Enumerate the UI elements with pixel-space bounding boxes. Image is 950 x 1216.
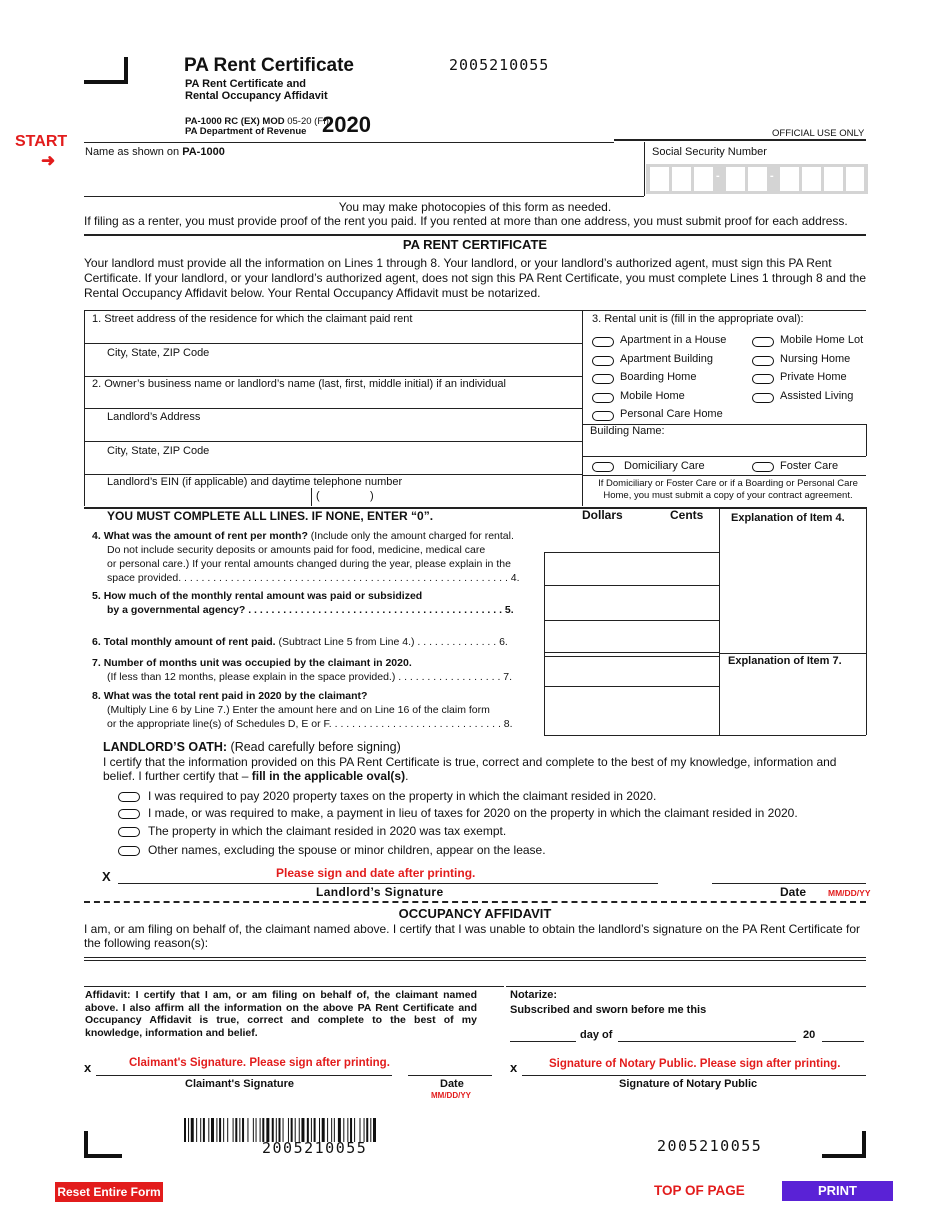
phone-paren-close: ) bbox=[370, 490, 374, 502]
barcode-bar bbox=[200, 1118, 201, 1142]
oath-bottom-rule bbox=[84, 901, 866, 903]
claimant-signature-input[interactable] bbox=[96, 1057, 392, 1074]
affidavit-reason-rule-1 bbox=[84, 957, 866, 958]
rent-certificate-title: PA RENT CERTIFICATE bbox=[402, 237, 548, 252]
oval-icon[interactable] bbox=[752, 462, 774, 472]
must-complete-note: YOU MUST COMPLETE ALL LINES. IF NONE, ENTER “0”. bbox=[107, 509, 434, 523]
oval-icon[interactable] bbox=[752, 374, 774, 384]
ssn-digit-2[interactable] bbox=[672, 167, 691, 191]
notary-sign-note: Signature of Notary Public. Please sign after printing. bbox=[549, 1058, 841, 1070]
barcode-bar bbox=[211, 1118, 214, 1142]
form-title: PA Rent Certificate bbox=[184, 55, 354, 76]
ssn-field-divider bbox=[644, 142, 645, 196]
rental-option-domiciliary[interactable]: Domiciliary Care bbox=[592, 460, 742, 474]
explanation-right-border bbox=[866, 507, 867, 735]
oval-icon[interactable] bbox=[752, 356, 774, 366]
claimant-date-label: Date bbox=[440, 1078, 464, 1090]
lines-top-rule bbox=[84, 310, 866, 311]
notary-signature-label: Signature of Notary Public bbox=[619, 1078, 758, 1090]
explanation7-input[interactable] bbox=[721, 670, 864, 733]
tax-year: 2020 bbox=[322, 112, 371, 137]
line5-amount-input[interactable] bbox=[546, 587, 718, 619]
doc-number-top: 2005210055 bbox=[449, 56, 550, 74]
line6-rule bbox=[544, 652, 719, 653]
ssn-dash-2: - bbox=[770, 170, 774, 182]
claimant-date-format: MM/DD/YY bbox=[431, 1091, 471, 1100]
barcode-bar bbox=[247, 1118, 248, 1142]
month-input[interactable] bbox=[618, 1028, 796, 1041]
notary-x-mark: x bbox=[510, 1060, 518, 1075]
corner-mark-top-left bbox=[84, 57, 128, 84]
proof-note: If filing as a renter, you must provide proof of the rent you paid. If you rented at more than one address, you must submit proof for each address. bbox=[84, 214, 848, 228]
ssn-digit-4[interactable] bbox=[726, 167, 745, 191]
rental-option-foster-care[interactable]: Foster Care bbox=[752, 460, 862, 474]
amount-header-rule bbox=[544, 552, 719, 553]
city2-label: City, State, ZIP Code bbox=[107, 445, 210, 457]
ssn-digit-3[interactable] bbox=[694, 167, 713, 191]
city1-input[interactable] bbox=[86, 360, 580, 375]
start-arrow-icon: ➜ bbox=[41, 151, 56, 170]
ssn-digit-8[interactable] bbox=[824, 167, 843, 191]
line1-rule bbox=[84, 343, 582, 344]
barcode-number: 2005210055 bbox=[262, 1139, 368, 1157]
barcode-bar bbox=[208, 1118, 209, 1142]
ssn-digit-7[interactable] bbox=[802, 167, 821, 191]
oval-icon[interactable] bbox=[118, 809, 140, 819]
line6-text: 6. Total monthly amount of rent paid. (Subtract Line 5 from Line 4.) . . . . . . . . . . . . . . 6. bbox=[92, 636, 508, 648]
doc-number-bottom: 2005210055 bbox=[657, 1137, 763, 1155]
ein-phone-divider bbox=[311, 488, 312, 506]
dollars-header: Dollars bbox=[582, 508, 623, 522]
oval-icon[interactable] bbox=[118, 792, 140, 802]
middle-divider bbox=[582, 310, 583, 506]
landlord-address-input[interactable] bbox=[86, 424, 580, 440]
line4-rule bbox=[544, 585, 719, 586]
year-prefix-label: 20 bbox=[803, 1029, 816, 1041]
landlord-signature-line bbox=[118, 883, 658, 884]
line4-text: 4. What was the amount of rent per month? (Include only the amount charged for rental. Do not include security deposits or amounts paid for food, medicine, medical care or personal care.) If your rental amounts changed during the year, please explain in the space provided. . . . . . . . . . . . . . . . . . . . . . . . . . . . . . . . . . . . . . . . . . . . . . . . . . . . . . . . . 4. bbox=[92, 530, 520, 584]
notary-signature-input[interactable] bbox=[522, 1057, 866, 1074]
affidavit-certification: Affidavit: I certify that I am, or am filing on behalf of, the claimant named above. I also affirm all the information on the above PA Rent Certificate and Occupancy Affidavit is true, correct and complete to the best of my knowledge, information and belief. bbox=[85, 989, 477, 1039]
ein-input[interactable] bbox=[86, 489, 310, 504]
barcode-bar bbox=[184, 1118, 186, 1142]
city2-rule bbox=[84, 474, 582, 475]
landlord-sign-note: Please sign and date after printing. bbox=[276, 866, 476, 880]
line5-text: 5. How much of the monthly rental amount was paid or subsidized by a governmental agency? . . . . . . . . . . . . . . . . . . . . . . . . . . . . . . . . . . . . . . . . . . . . 5. bbox=[92, 590, 514, 616]
oath-title: LANDLORD’S OATH: (Read carefully before signing) bbox=[103, 740, 401, 754]
year-line bbox=[822, 1041, 864, 1042]
affidavit-title: OCCUPANCY AFFIDAVIT bbox=[398, 906, 552, 921]
sworn-label: Subscribed and sworn before me this bbox=[510, 1004, 707, 1016]
claimant-sign-note: Claimant's Signature. Please sign after printing. bbox=[129, 1057, 390, 1069]
barcode-bar bbox=[239, 1118, 240, 1142]
barcode-bar bbox=[219, 1118, 221, 1142]
explanation-left-border bbox=[719, 507, 720, 735]
explanation7-label: Explanation of Item 7. bbox=[728, 655, 842, 667]
landlord-date-input[interactable] bbox=[712, 866, 866, 882]
line8-text: 8. What was the total rent paid in 2020 by the claimant? (Multiply Line 6 by Line 7.) Enter the amount here and on Line 16 of the claim form or the appropriate line(s) of Schedules D, E or F. . . . . . . . . . . . . . . . . . . . . . . . . . . . . . 8. bbox=[92, 690, 513, 730]
oval-icon[interactable] bbox=[592, 337, 614, 347]
rental-unit-title: 3. Rental unit is (fill in the appropriate oval): bbox=[592, 313, 804, 325]
oval-icon[interactable] bbox=[592, 393, 614, 403]
line6-rule-b bbox=[544, 656, 719, 657]
ein-label: Landlord’s EIN (if applicable) and daytime telephone number bbox=[107, 476, 403, 488]
claimant-signature-label: Claimant's Signature bbox=[185, 1078, 294, 1090]
barcode-bar bbox=[203, 1118, 205, 1142]
day-input[interactable] bbox=[510, 1028, 576, 1041]
landlord-address-rule bbox=[84, 441, 582, 442]
barcode-bar bbox=[370, 1118, 371, 1142]
month-line bbox=[618, 1041, 796, 1042]
claimant-date-input[interactable] bbox=[408, 1057, 492, 1074]
name-field-bottom-rule bbox=[84, 196, 644, 197]
line2-rule bbox=[84, 408, 582, 409]
oval-icon[interactable] bbox=[592, 462, 614, 472]
form-code-date: 05-20 (FI) bbox=[287, 116, 329, 127]
barcode-bar bbox=[188, 1118, 189, 1142]
barcode-bar bbox=[373, 1118, 376, 1142]
building-name-input[interactable] bbox=[584, 438, 864, 454]
barcode-bar bbox=[256, 1118, 257, 1142]
line1-label: 1. Street address of the residence for which the claimant paid rent bbox=[92, 313, 413, 325]
landlord-x-mark: X bbox=[102, 869, 111, 884]
city1-label: City, State, ZIP Code bbox=[107, 347, 210, 359]
year-input[interactable] bbox=[822, 1028, 864, 1041]
notary-top-rule bbox=[506, 986, 866, 987]
barcode-bar bbox=[227, 1118, 228, 1142]
form-subtitle-1: PA Rent Certificate and bbox=[185, 78, 307, 90]
contract-note: If Domiciliary or Foster Care or if a Boarding or Personal Care Home, you must submit a copy of your contract agreement. bbox=[598, 478, 858, 501]
barcode-bar bbox=[196, 1118, 197, 1142]
affidavit-text: I am, or am filing on behalf of, the claimant named above. I certify that I was unable to obtain the landlord’s signature on the PA Rent Certificate for the following reason(s): bbox=[84, 922, 860, 950]
care-rule bbox=[582, 475, 866, 476]
landlord-date-label: Date bbox=[780, 885, 807, 899]
form-subtitle-2: Rental Occupancy Affidavit bbox=[185, 90, 328, 102]
day-of-label: day of bbox=[580, 1029, 613, 1041]
phone-input[interactable] bbox=[313, 489, 579, 504]
affidavit-reason-rule-2 bbox=[84, 960, 866, 961]
oval-icon[interactable] bbox=[752, 393, 774, 403]
top-rule-right bbox=[614, 139, 866, 141]
line6-amount-input[interactable] bbox=[546, 622, 718, 651]
landlord-address-label: Landlord’s Address bbox=[107, 411, 201, 423]
barcode-bar bbox=[216, 1118, 217, 1142]
official-use-label: OFFICIAL USE ONLY bbox=[772, 128, 865, 139]
landlord-signature-input[interactable] bbox=[118, 866, 658, 882]
print-button[interactable]: PRINT bbox=[782, 1181, 893, 1201]
building-name-bottom-rule bbox=[582, 456, 866, 457]
phone-paren-open: ( bbox=[316, 490, 320, 502]
ssn-digit-1[interactable] bbox=[650, 167, 669, 191]
building-name-label: Building Name: bbox=[590, 425, 665, 437]
oval-icon[interactable] bbox=[118, 827, 140, 837]
oval-icon[interactable] bbox=[592, 411, 614, 421]
section-rule-1 bbox=[84, 234, 866, 236]
oval-icon[interactable] bbox=[752, 337, 774, 347]
city2-input[interactable] bbox=[86, 458, 580, 473]
day-line bbox=[510, 1041, 576, 1042]
claimant-signature-line bbox=[96, 1075, 392, 1076]
claimant-x-mark: x bbox=[84, 1060, 92, 1075]
barcode-bar bbox=[191, 1118, 194, 1142]
line7-rule bbox=[544, 686, 719, 687]
city1-rule bbox=[84, 376, 582, 377]
photocopy-note: You may make photocopies of this form as needed. bbox=[338, 200, 612, 214]
line7-months-input[interactable] bbox=[546, 658, 718, 685]
oval-icon[interactable] bbox=[592, 374, 614, 384]
building-name-right-border bbox=[866, 424, 867, 456]
explanation-divider bbox=[719, 653, 866, 654]
amount-left-border bbox=[544, 552, 545, 735]
name-field-label: Name as shown on PA-1000 bbox=[85, 146, 225, 158]
landlord-signature-label: Landlord’s Signature bbox=[316, 885, 444, 899]
ssn-digit-9[interactable] bbox=[846, 167, 864, 191]
line2-label: 2. Owner’s business name or landlord’s name (last, first, middle initial) if an individual bbox=[92, 378, 506, 390]
corner-mark-bottom-left bbox=[84, 1131, 122, 1158]
barcode-bar bbox=[235, 1118, 237, 1142]
reset-form-button[interactable]: Reset Entire Form bbox=[55, 1182, 163, 1202]
form-code-text: PA-1000 RC (EX) MOD bbox=[185, 116, 285, 127]
barcode-bar bbox=[233, 1118, 234, 1142]
line5-rule bbox=[544, 620, 719, 621]
cents-header: Cents bbox=[670, 508, 704, 522]
line4-amount-input[interactable] bbox=[546, 554, 718, 584]
corner-mark-bottom-right bbox=[822, 1131, 866, 1158]
top-of-page-link[interactable]: TOP OF PAGE bbox=[654, 1183, 745, 1198]
explanation4-input[interactable] bbox=[721, 528, 864, 652]
oath-text: I certify that the information provided on this PA Rent Certificate is true, correct and complete to the best of my knowledge, information and belief. I further certify that – fill in the applicable oval(s). bbox=[103, 755, 837, 783]
explanation4-label: Explanation of Item 4. bbox=[731, 512, 845, 524]
oval-icon[interactable] bbox=[118, 846, 140, 856]
notarize-label: Notarize: bbox=[510, 989, 558, 1001]
ssn-dash-1: - bbox=[716, 170, 720, 182]
claimant-date-line bbox=[408, 1075, 492, 1076]
landlord-name-input[interactable] bbox=[86, 391, 580, 407]
oval-icon[interactable] bbox=[592, 356, 614, 366]
start-label: START bbox=[15, 133, 68, 150]
ssn-digit-6[interactable] bbox=[780, 167, 799, 191]
ssn-digit-5[interactable] bbox=[748, 167, 767, 191]
barcode-bar bbox=[260, 1118, 261, 1142]
ssn-label: Social Security Number bbox=[652, 146, 767, 158]
barcode-bar bbox=[242, 1118, 244, 1142]
street-address-input[interactable] bbox=[86, 326, 580, 342]
name-input[interactable] bbox=[84, 160, 644, 194]
barcode-bar bbox=[253, 1118, 254, 1142]
rent-certificate-instructions: Your landlord must provide all the information on Lines 1 through 8. Your landlord, or your landlord’s authorized agent, must sign this PA Rent Certificate. If your landlord, or your landlord’s authorized agent, does not sign this PA Rent Certificate, you must complete Lines 1 through 8 and the Rental Occupancy Affidavit below. Your Rental Occupancy Affidavit must be notarized. bbox=[84, 256, 866, 300]
landlord-date-format: MM/DD/YY bbox=[828, 888, 871, 898]
amounts-bottom-rule bbox=[544, 735, 866, 736]
notary-signature-line bbox=[522, 1075, 866, 1076]
landlord-date-line bbox=[712, 883, 866, 884]
line8-amount-input[interactable] bbox=[546, 688, 718, 733]
affidavit-cert-top-rule bbox=[84, 986, 504, 987]
department-name: PA Department of Revenue bbox=[185, 126, 307, 137]
line7-text: 7. Number of months unit was occupied by the claimant in 2020. (If less than 12 months, please explain in the space provided.) . . . . . . . . . . . . . . . . . . 7. bbox=[92, 657, 513, 683]
barcode-bar bbox=[223, 1118, 224, 1142]
name-field-top-rule bbox=[84, 142, 614, 143]
